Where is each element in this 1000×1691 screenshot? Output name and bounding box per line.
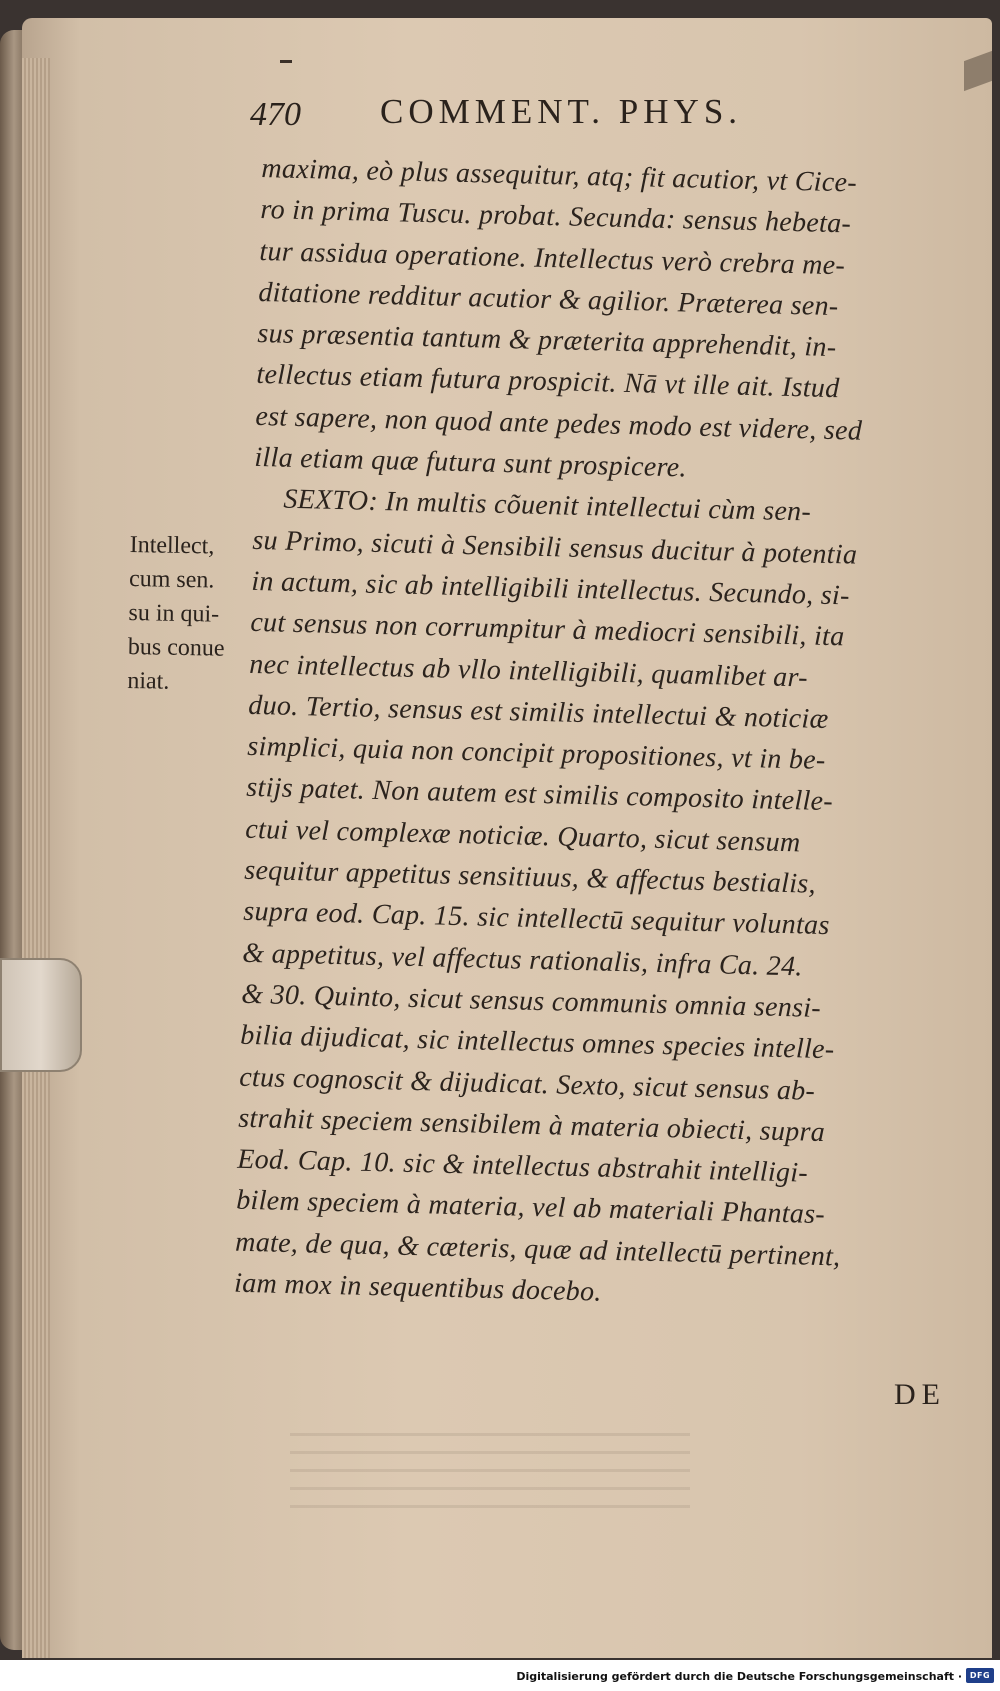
marginal-note-line: bus conue bbox=[127, 633, 225, 662]
text-line: su Primo, sicuti à Sensibili sensus ducitur à potentia bbox=[252, 524, 858, 571]
text-line: strahit speciem sensibilem à materia obiecti, supra bbox=[237, 1102, 826, 1148]
running-title: COMMENT. PHYS. bbox=[380, 92, 743, 131]
text-line: stijs patet. Non autem est similis composito intelle- bbox=[245, 772, 834, 818]
text-line: cut sensus non corrumpitur à mediocri sensibili, ita bbox=[250, 607, 845, 653]
text-line: sequitur appetitus sensitiuus, & affectus bestialis, bbox=[243, 854, 817, 900]
footer-bar bbox=[0, 1662, 1000, 1691]
text-line: in actum, sic ab intelligibili intellectus. Secundo, si- bbox=[251, 565, 851, 612]
marginal-note-line: cum sen. bbox=[128, 565, 215, 594]
text-line: ctui vel complexæ noticiæ. Quarto, sicut sensum bbox=[244, 813, 801, 859]
marginal-note bbox=[127, 528, 270, 700]
text-line: Eod. Cap. 10. sic & intellectus abstrahit intelligi- bbox=[236, 1143, 809, 1189]
page-number: 470 bbox=[250, 96, 301, 133]
text-line: ro in prima Tuscu. probat. Secunda: sensus hebeta- bbox=[260, 194, 852, 240]
text-line: supra eod. Cap. 15. sic intellectū sequitur voluntas bbox=[242, 896, 830, 942]
text-line: bilia dijudicat, sic intellectus omnes species intelle- bbox=[239, 1019, 835, 1066]
marginal-note-line: Intellect, bbox=[129, 531, 215, 560]
text-line: & 30. Quinto, sicut sensus communis omnia sensi- bbox=[240, 978, 822, 1024]
running-head bbox=[250, 92, 810, 142]
page-fore-edge bbox=[22, 58, 50, 1658]
text-line: ditatione redditur acutior & agilior. Præterea sen- bbox=[258, 276, 839, 323]
text-line: sus præsentia tantum & præterita apprehendit, in- bbox=[257, 318, 837, 364]
text-line: est sapere, non quod ante pedes modo est videre, sed bbox=[255, 400, 863, 447]
marginal-note-line: niat. bbox=[127, 667, 170, 695]
text-line: tellectus etiam futura prospicit. Nā vt ille ait. Istud bbox=[256, 359, 840, 405]
book-clasp bbox=[0, 958, 82, 1072]
text-line: simplici, quia non concipit propositiones, vt in be- bbox=[246, 730, 826, 777]
text-line: illa etiam quæ futura sunt prospicere. bbox=[254, 441, 688, 484]
text-line: tur assidua operatione. Intellectus verò crebra me- bbox=[259, 235, 846, 281]
text-line: duo. Tertio, sensus est similis intellectui & noticiæ bbox=[248, 689, 829, 735]
text-line: mate, de qua, & cæteris, quæ ad intellectū pertinent, bbox=[234, 1226, 841, 1273]
top-dash-mark bbox=[280, 60, 292, 63]
ink-bleed-through bbox=[290, 1418, 690, 1508]
digitization-credit: Digitalisierung gefördert durch die Deutsche Forschungsgemeinschaft · bbox=[516, 1670, 962, 1683]
text-line: nec intellectus ab vllo intelligibili, quamlibet ar- bbox=[249, 648, 809, 694]
text-line: maxima, eò plus assequitur, atq; fit acutior, vt Cice- bbox=[261, 152, 858, 199]
marginal-note-line: su in qui- bbox=[128, 599, 220, 628]
catchword: DE bbox=[894, 1378, 946, 1411]
text-line: bilem speciem à materia, vel ab materiali Phantas- bbox=[235, 1185, 826, 1231]
corner-tab bbox=[964, 51, 992, 91]
text-line: ctus cognoscit & dijudicat. Sexto, sicut sensus ab- bbox=[238, 1061, 816, 1107]
body-text bbox=[234, 148, 942, 1321]
text-line: SEXTO: In multis cõuenit intellectui cùm sen- bbox=[283, 484, 812, 528]
dfg-logo-icon: DFG bbox=[966, 1668, 994, 1683]
text-line: & appetitus, vel affectus rationalis, infra Ca. 24. bbox=[241, 937, 804, 983]
text-line: iam mox in sequentibus docebo. bbox=[233, 1267, 603, 1308]
